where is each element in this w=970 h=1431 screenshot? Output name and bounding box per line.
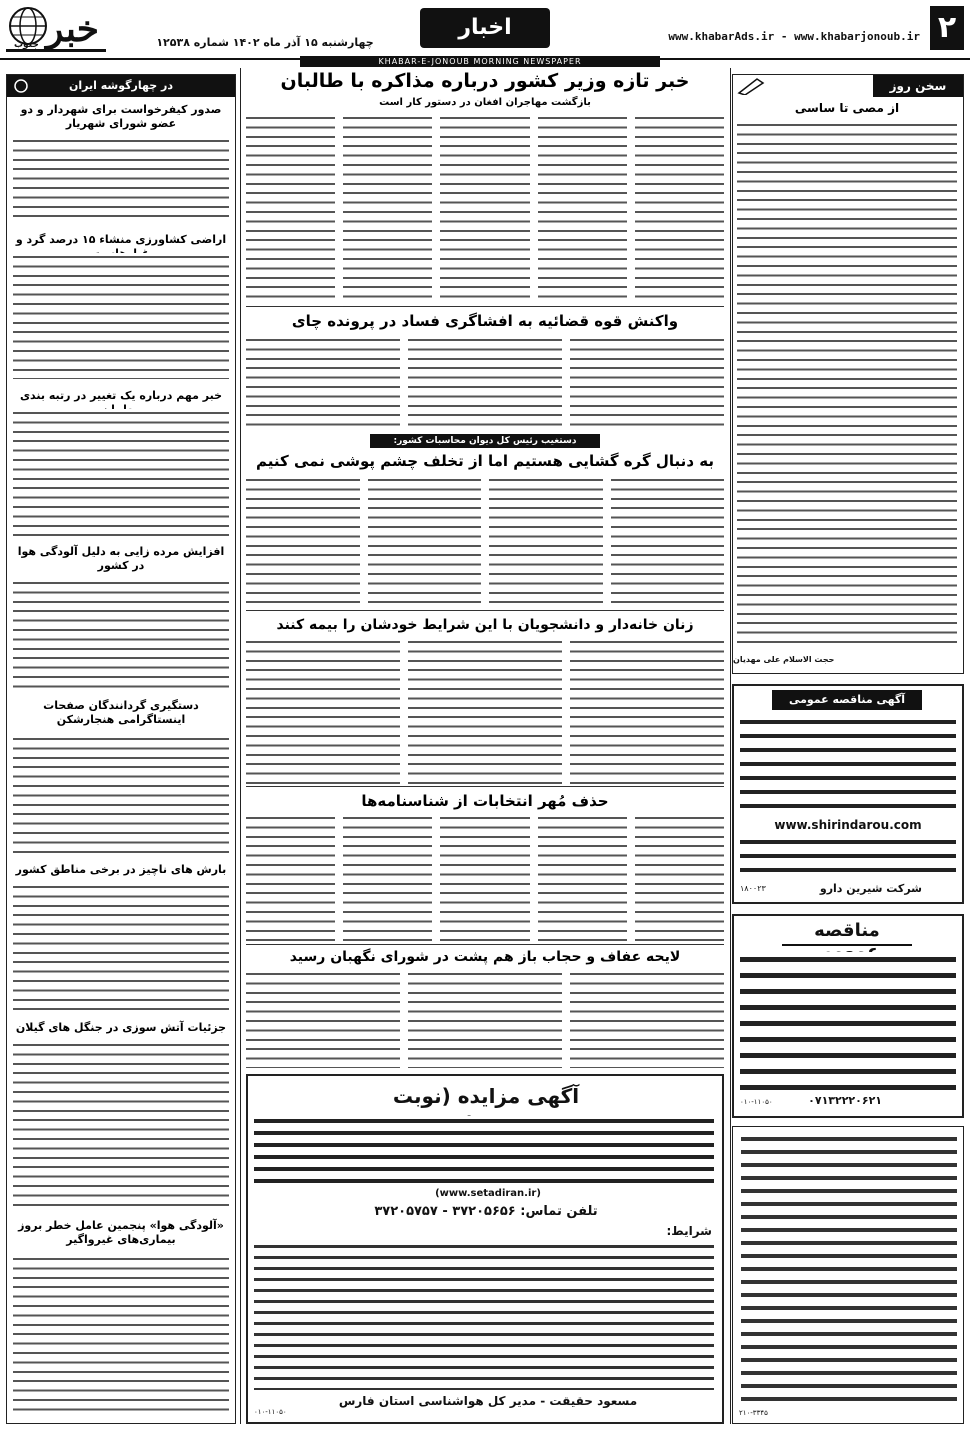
story3-body — [246, 476, 724, 608]
story2-col — [408, 336, 562, 432]
divider — [246, 786, 724, 787]
logo-subtitle: جنوب — [14, 40, 39, 50]
brief-headline-6: بارش های ناچیز در برخی مناطق کشور — [15, 863, 227, 876]
tender-ad-1-body — [740, 716, 956, 816]
editorial-body — [737, 121, 957, 649]
brief-headline-3: خبر مهم درباره یک تغییر در رتبه بندی — [19, 389, 223, 402]
story4-col — [246, 638, 400, 784]
tender-ad-1-header: آگهی مناقصه عمومی — [772, 690, 922, 710]
auction-ad-phone: تلفن تماس: ۳۷۲۰۵۶۵۶ - ۳۷۲۰۵۷۵۷ — [374, 1204, 598, 1219]
notice-ad — [732, 1126, 964, 1424]
story3-col — [611, 476, 725, 608]
tender-ad-1-code: ۱۸۰۰۲۳ — [740, 884, 766, 893]
brief-headline-2: اراضی کشاورزی منشاء ۱۵ درصد گرد و — [15, 233, 227, 246]
story4-col — [408, 638, 562, 784]
divider — [246, 610, 724, 611]
divider — [246, 944, 724, 945]
editorial-headline: از مصی تا ساسی — [794, 101, 900, 115]
brief-headline-8: «آلودگی هوا» پنجمین عامل خطر بروز بیماری‌های غیرواگیر — [18, 1219, 224, 1246]
story3-col — [489, 476, 603, 608]
column-rule — [730, 68, 731, 1424]
story5-col — [246, 814, 335, 942]
story5-col — [635, 814, 724, 942]
editorial-author: حجت الاسلام علی مهدیان — [733, 655, 835, 664]
story6-col — [570, 970, 724, 1068]
brief-headline-7: جزئیات آتش سوزی در جنگل های گیلان — [15, 1021, 227, 1034]
story6-col — [246, 970, 400, 1068]
auction-ad-body — [254, 1116, 714, 1188]
story2-headline: واکنش قوه قضائیه به افشاگری فساد در پرونده چای — [291, 312, 679, 330]
tender-ad-2-body — [740, 952, 956, 1092]
auction-ad-site[interactable]: (www.setadiran.ir) — [435, 1188, 541, 1199]
editorial-box — [732, 74, 964, 674]
tender-ad-1-company: شرکت شیرین دارو — [819, 882, 922, 895]
brief-body-5 — [13, 735, 229, 853]
story5-headline: حذف مُهر انتخابات از شناسنامه‌ها — [361, 792, 609, 810]
notice-ad-code: ۲۱۰-۳۳۴۵ — [739, 1409, 768, 1417]
story2-col — [570, 336, 724, 432]
story6-body — [246, 970, 724, 1068]
story6-col — [408, 970, 562, 1068]
auction-ad-title: آگهی مزایده (نوبت — [392, 1084, 580, 1108]
tender-ad-2 — [732, 914, 964, 1118]
brief-body-4 — [13, 579, 229, 691]
story5-body — [246, 814, 724, 942]
tender-ad-1 — [732, 684, 964, 904]
brief-body-1 — [13, 137, 229, 221]
notice-ad-body — [741, 1133, 957, 1403]
tender-ad-1-website[interactable]: www.shirindarou.com — [774, 818, 922, 832]
date-line: چهارشنبه ۱۵ آذر ماه ۱۴۰۲ شماره ۱۲۵۳۸ — [156, 36, 374, 49]
tender-ad-2-code: ۰۱۰-۱۱۰۵۰ — [740, 1098, 773, 1106]
tender-ad-1-details — [740, 836, 956, 878]
lead-col — [246, 114, 335, 304]
auction-ad — [246, 1074, 724, 1424]
story3-col — [368, 476, 482, 608]
column-rule — [240, 68, 241, 1424]
story5-col — [343, 814, 432, 942]
brief-body-3 — [13, 409, 229, 537]
auction-ad-conditions-label: شرایط: — [666, 1224, 712, 1238]
brief-body-6 — [13, 883, 229, 1013]
masthead — [0, 0, 970, 60]
tender-ad-2-phone: ۰۷۱۳۲۲۲۰۶۲۱ — [808, 1094, 882, 1107]
story3-kicker: دستغیب رئیس کل دیوان محاسبات کشور: — [370, 434, 600, 448]
section-badge: اخبار — [420, 8, 550, 48]
auction-ad-conditions — [254, 1242, 714, 1390]
map-icon — [13, 78, 29, 94]
site-url[interactable]: www.khabarAds.ir - www.khabarjonoub.ir — [668, 30, 920, 43]
auction-ad-code: ۰۱۰-۱۱۰۵۰ — [254, 1408, 287, 1416]
brief-body-8 — [13, 1255, 229, 1415]
logo-text: خبر — [46, 8, 99, 50]
lead-headline: خبر تازه وزیر کشور درباره مذاکره با طالبان — [280, 70, 690, 92]
pen-icon — [737, 77, 767, 95]
story4-col — [570, 638, 724, 784]
brief-headline-4: افزایش مرده زایی به دلیل آلودگی هوا در کشور — [17, 545, 225, 572]
tender-ad-2-header: مناقصه — [782, 920, 912, 946]
brief-headline-5: دستگیری گردانندگان صفحات اینستاگرامی هنجارشکن — [43, 699, 199, 726]
story5-col — [538, 814, 627, 942]
lead-col — [343, 114, 432, 304]
brief-headline-1: صدور کیفرخواست برای شهردار و دو عضو شورای شهریار — [20, 103, 222, 130]
lead-col — [440, 114, 529, 304]
story2-body — [246, 336, 724, 432]
story5-col — [440, 814, 529, 942]
news-briefs-column — [6, 74, 236, 1424]
story3-headline: به دنبال گره گشایی هستیم اما از تخلف چشم پوشی نمی کنیم — [256, 452, 714, 470]
story6-headline: لایحه عفاف و حجاب باز هم پشت در شورای نگهبان رسید — [289, 949, 681, 965]
story4-body — [246, 638, 724, 784]
auction-ad-signature: مسعود حقیقت - مدیر کل هواشناسی استان فارس — [338, 1394, 638, 1408]
brief-body-7 — [13, 1041, 229, 1209]
story3-col — [246, 476, 360, 608]
divider — [246, 306, 724, 307]
editorial-header: سخن روز — [873, 75, 963, 97]
lead-col — [635, 114, 724, 304]
brief-body-2 — [13, 253, 229, 379]
story2-col — [246, 336, 400, 432]
english-title: KHABAR-E-JONOUB MORNING NEWSPAPER — [300, 56, 660, 67]
newspaper-logo — [6, 4, 106, 52]
lead-body — [246, 114, 724, 304]
news-briefs-header: در چهارگوشه ایران — [7, 75, 235, 97]
story4-headline: زنان خانه‌دار و دانشجویان با این شرایط خودشان را بیمه کنند — [276, 617, 694, 633]
page-number: ۲ — [930, 6, 964, 50]
lead-col — [538, 114, 627, 304]
lead-subhead: بازگشت مهاجران افغان در دستور کار است — [379, 97, 591, 108]
